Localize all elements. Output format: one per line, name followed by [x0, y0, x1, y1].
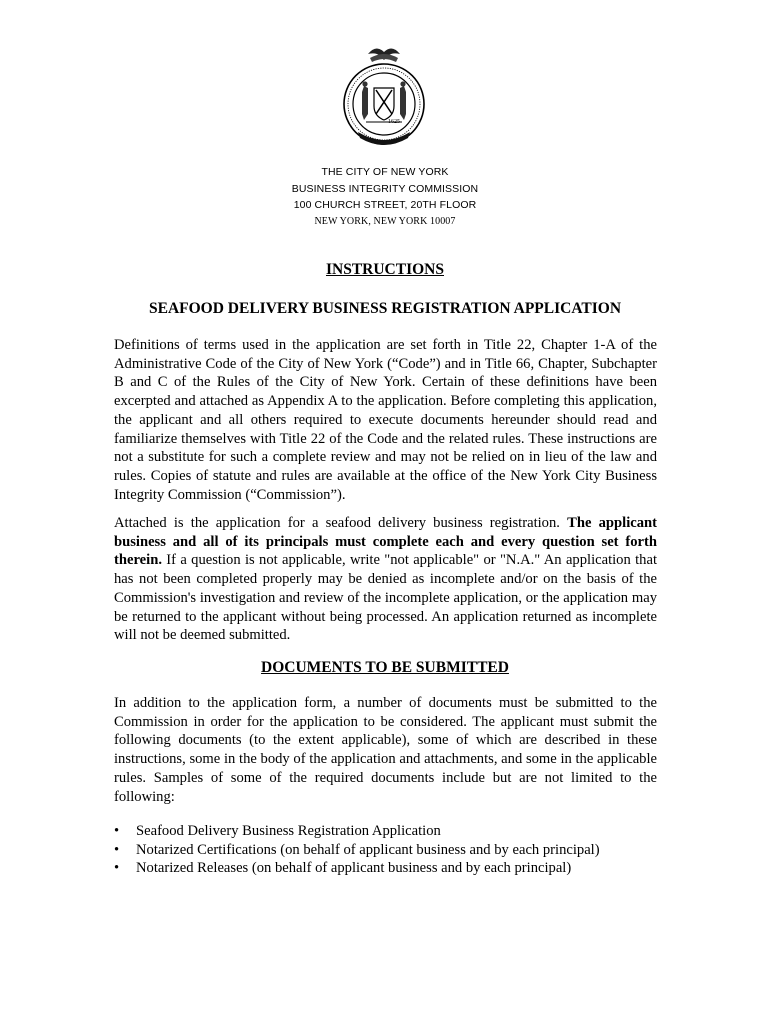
documents-paragraph: In addition to the application form, a number of documents must be submitted to the Commission in order for the application to be considered. The applicant must submit the following documents (to the extent applicable), some of which are described in these instructions, some in the body of the application and attachments, and some in the applicable rules. Samples of some of the required documents include but are not limited to the following:: [114, 695, 657, 805]
list-item: • Notarized Certifications (on behalf of applicant business and by each principal): [114, 841, 600, 858]
address-header: [0, 164, 770, 230]
header-city: THE CITY OF NEW YORK: [321, 166, 449, 178]
list-item: • Seafood Delivery Business Registration Application: [114, 823, 441, 839]
bullet-icon: •: [114, 823, 120, 839]
header-agency: BUSINESS INTEGRITY COMMISSION: [291, 182, 479, 195]
header-street: 100 CHURCH STREET, 20TH FLOOR: [293, 199, 477, 211]
application-paragraph-intro: Attached is the application for a seafood delivery business registration.: [114, 515, 568, 531]
definitions-paragraph: Definitions of terms used in the application are set forth in Title 22, Chapter 1-A of the Administrative Code of the City of New York (“Code”) and in Title 66, Chapter, Subchapter B and C of the Rules of the City of New York. Certain of these definitions have been excerpted and attached as Appendix A to the application. Before completing this application, the applicant and all others required to execute documents hereunder should read and familiarize themselves with Title 22 of the Code and the related rules. These instructions are not a substitute for such a complete review and may not be relied on in lieu of the law and rules. Copies of statute and rules are available at the office of the New York City Business Integrity Commission (“Commission”).: [114, 337, 657, 503]
documents-list: [114, 822, 674, 878]
documents-title: DOCUMENTS TO BE SUBMITTED: [261, 659, 509, 676]
bullet-icon: •: [114, 841, 120, 858]
application-paragraph-rest: If a question is not applicable, write "not applicable" or "N.A." An application that has not been completed properly may be denied as incomplete and/or on the basis of the Commission's investigation and review of the incomplete application, or the application may be returned to the applicant without being processed. An application returned as incomplete will not be deemed submitted.: [114, 552, 657, 644]
instructions-title: INSTRUCTIONS: [325, 261, 444, 278]
city-seal: [340, 40, 428, 148]
header-city-state-zip: NEW YORK, NEW YORK 10007: [314, 215, 456, 227]
bullet-icon: •: [114, 860, 120, 877]
application-paragraph: [114, 514, 657, 645]
city-seal-icon: [340, 40, 428, 148]
seal-year: 1625: [388, 119, 400, 125]
application-title: SEAFOOD DELIVERY BUSINESS REGISTRATION APPLICATION: [148, 300, 622, 317]
list-item: • Notarized Releases (on behalf of applicant business and by each principal): [114, 860, 572, 877]
application-paragraph-bold: The applicant business and all of its principals must complete each and every question set forth therein.: [114, 515, 658, 569]
